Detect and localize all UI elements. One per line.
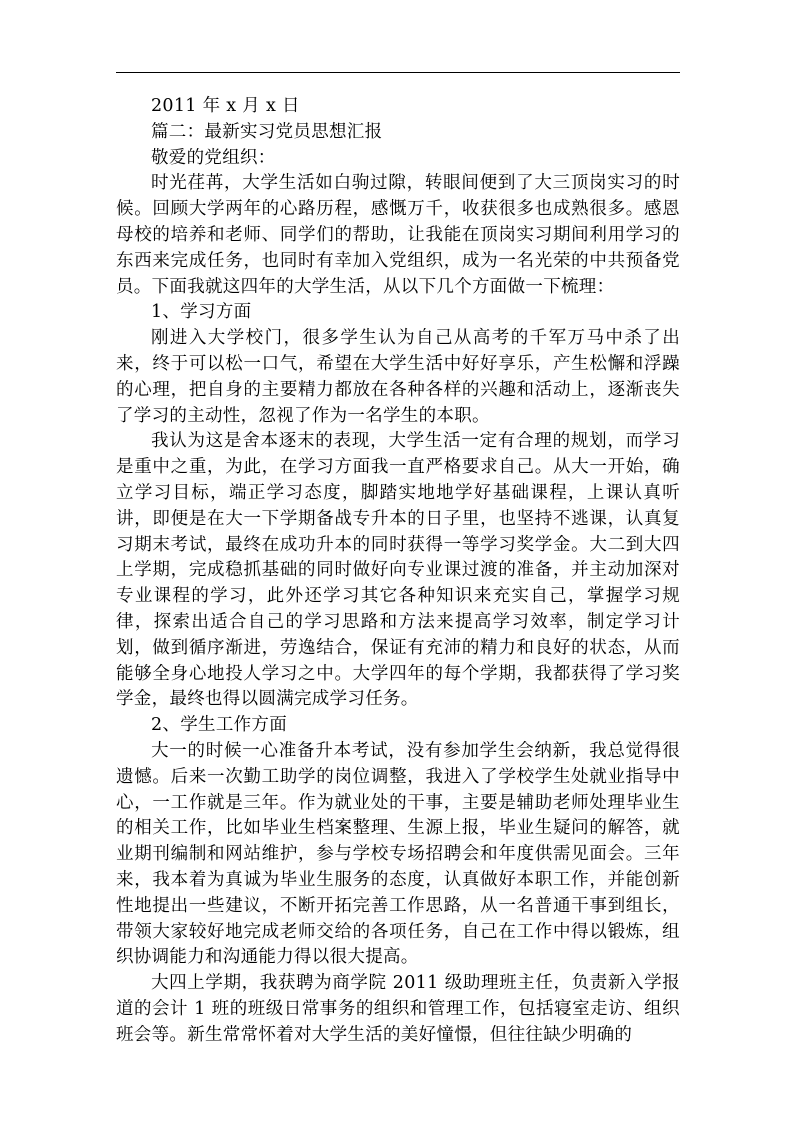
body-paragraph: 我认为这是舍本逐末的表现，大学生活一定有合理的规划，而学习是重中之重，为此，在学习方面我一直严格要求自己。从大一开始，确立学习目标，端正学习态度，脚踏实地地学好基础课程，上课认真听讲，即便是在大一下学期备战专升本的日子里，也坚持不逃课，认真复习期末考试，最终在成功升本的同时获得一等学习奖学金。大二到大四上学期，完成稳抓基础的同时做好向专业课过渡的准备，并主动加深对专业课程的学习，此外还学习其它各种知识来充实自己，掌握学习规律，探索出适合自己的学习思路和方法来提高学习效率，制定学习计划，做到循序渐进，劳逸结合，保证有充沛的精力和良好的状态，从而能够全身心地投人学习之中。大学四年的每个学期，我都获得了学习奖学金，最终也得以圆满完成学习任务。 <box>116 431 680 710</box>
body-paragraph: 时光荏苒，大学生活如白驹过隙，转眼间便到了大三顶岗实习的时候。回顾大学两年的心路历程，感慨万千，收获很多也成熟很多。感恩母校的培养和老师、同学们的帮助，让我能在顶岗实习期间利用学习的东西来完成任务，也同时有幸加入党组织，成为一名光荣的中共预备党员。下面我就这四年的大学生活，从以下几个方面做一下梳理： <box>116 173 680 297</box>
subheading-student-work: 2、学生工作方面 <box>151 715 288 736</box>
date-line: 2011 年 x 月 x 日 <box>151 96 300 116</box>
body-paragraph: 大一的时候一心准备升本考试，没有参加学生会纳新，我总觉得很遗憾。后来一次勤工助学的岗位调整，我进入了学校学生处就业指导中心，一工作就是三年。作为就业处的干事，主要是辅助老师处理毕业生的相关工作，比如毕业生档案整理、生源上报，毕业生疑问的解答，就业期刊编制和网站维护，参与学校专场招聘会和年度供需见面会。三年来，我本着为真诚为毕业生服务的态度，认真做好本职工作，并能创新性地提出一些建议，不断开拓完善工作思路，从一名普通干事到组长，带领大家较好地完成老师交给的各项任务，自己在工作中得以锻炼，组织协调能力和沟通能力得以很大提高。 <box>116 740 680 968</box>
header-rule <box>116 72 680 73</box>
subheading-study: 1、学习方面 <box>151 302 252 323</box>
body-paragraph: 大四上学期，我获聘为商学院 2011 级助理班主任，负责新入学报道的会计 1 班的班级日常事务的组织和管理工作，包括寝室走访、组织班会等。新生常常怀着对大学生活的美好憧憬，但往往缺少明确的 <box>116 973 680 1045</box>
salutation: 敬爱的党组织： <box>151 147 276 168</box>
body-paragraph: 刚进入大学校门，很多学生认为自己从高考的千军万马中杀了出来，终于可以松一口气，希望在大学生活中好好享乐，产生松懈和浮躁的心理，把自身的主要精力都放在各种各样的兴趣和活动上，逐渐丧失了学习的主动性，忽视了作为一名学生的本职。 <box>116 328 680 426</box>
section-title: 篇二：最新实习党员思想汇报 <box>151 121 383 142</box>
document-body <box>116 94 680 1048</box>
